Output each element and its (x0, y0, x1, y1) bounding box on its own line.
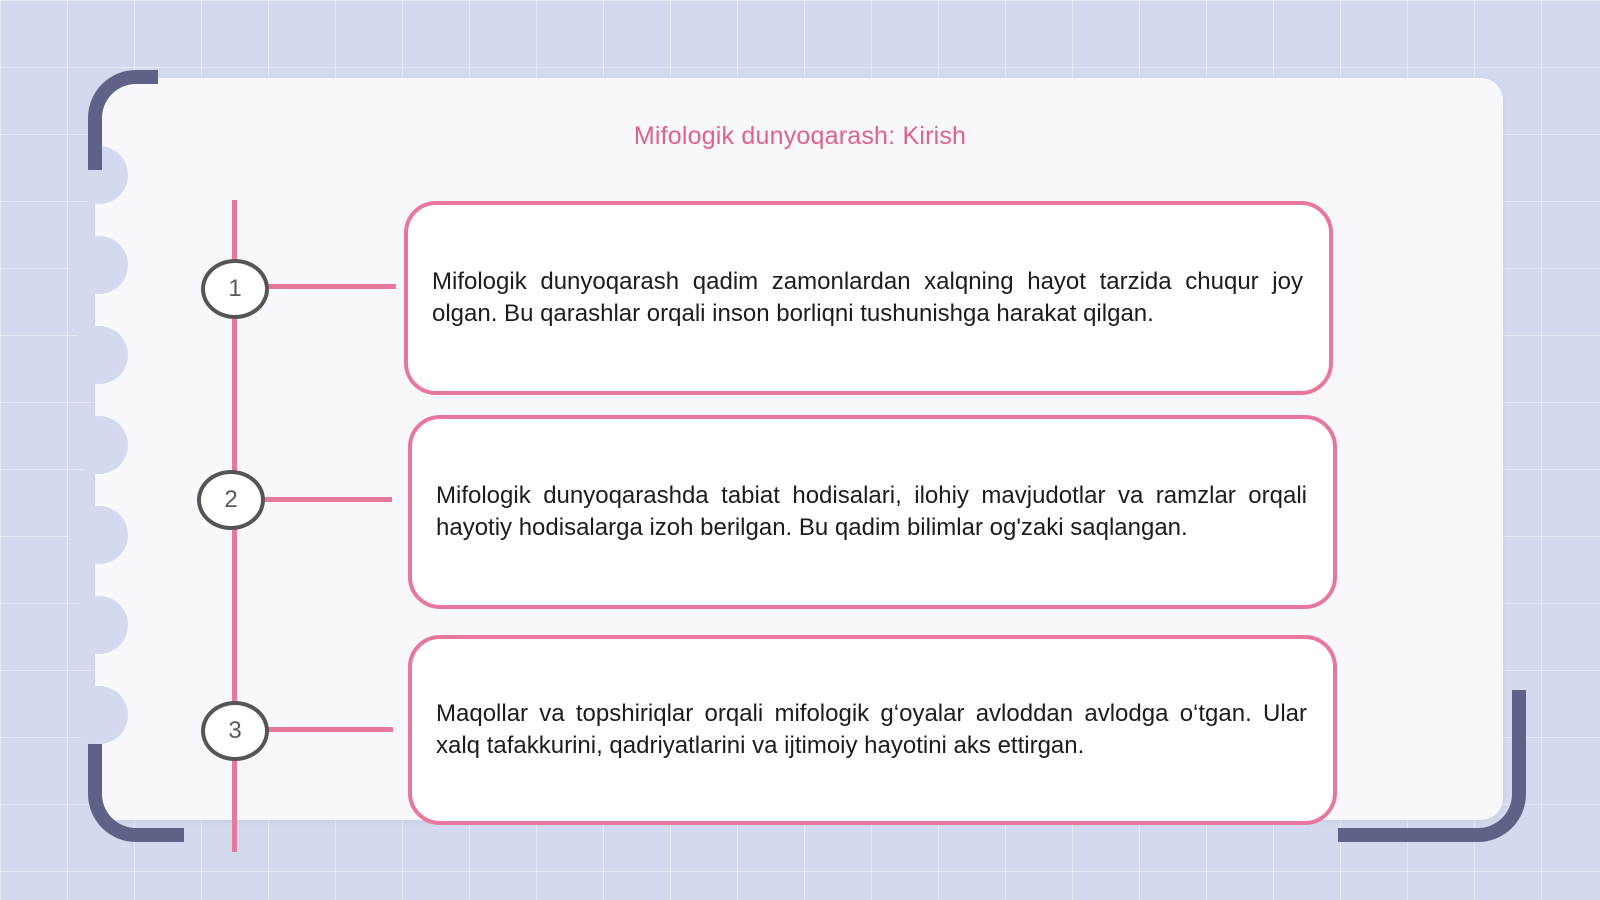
content-text-2: Mifologik dunyoqarashda tabiat hodisalari, ilohiy mavjudotlar va ramzlar orqali hayotiy hodisalarga izoh berilgan. Bu qadim bilimlar og'zaki saqlangan. (436, 482, 1307, 541)
scallop-edge (70, 506, 128, 564)
scallop-edge (70, 236, 128, 294)
timeline-connector-2 (258, 497, 392, 502)
step-number-3: 3 (201, 701, 269, 761)
content-box-3 (408, 635, 1337, 825)
corner-bracket-top-left (88, 70, 158, 170)
content-box-1 (404, 201, 1333, 395)
scallop-edge (70, 686, 128, 744)
timeline-connector-1 (262, 284, 396, 289)
content-text-3: Maqollar va topshiriqlar orqali mifologik g‘oyalar avloddan avlodga o‘tgan. Ular xalq tafakkurini, qadriyatlarini va ijtimoiy hayotini aks ettirgan. (436, 700, 1307, 759)
step-number-1: 1 (201, 259, 269, 319)
scallop-edge (70, 416, 128, 474)
corner-bracket-bottom-right (1338, 690, 1526, 842)
content-box-2 (408, 415, 1337, 609)
content-text-1: Mifologik dunyoqarash qadim zamonlardan xalqning hayot tarzida chuqur joy olgan. Bu qarashlar orqali inson borliqni tushunishga harakat qilgan. (432, 268, 1303, 327)
slide-title: Mifologik dunyoqarash: Kirish (633, 122, 967, 150)
step-number-2: 2 (197, 470, 265, 530)
timeline-connector-3 (262, 727, 393, 732)
scallop-edge (70, 596, 128, 654)
corner-bracket-bottom-left (88, 744, 184, 842)
scallop-edge (70, 326, 128, 384)
